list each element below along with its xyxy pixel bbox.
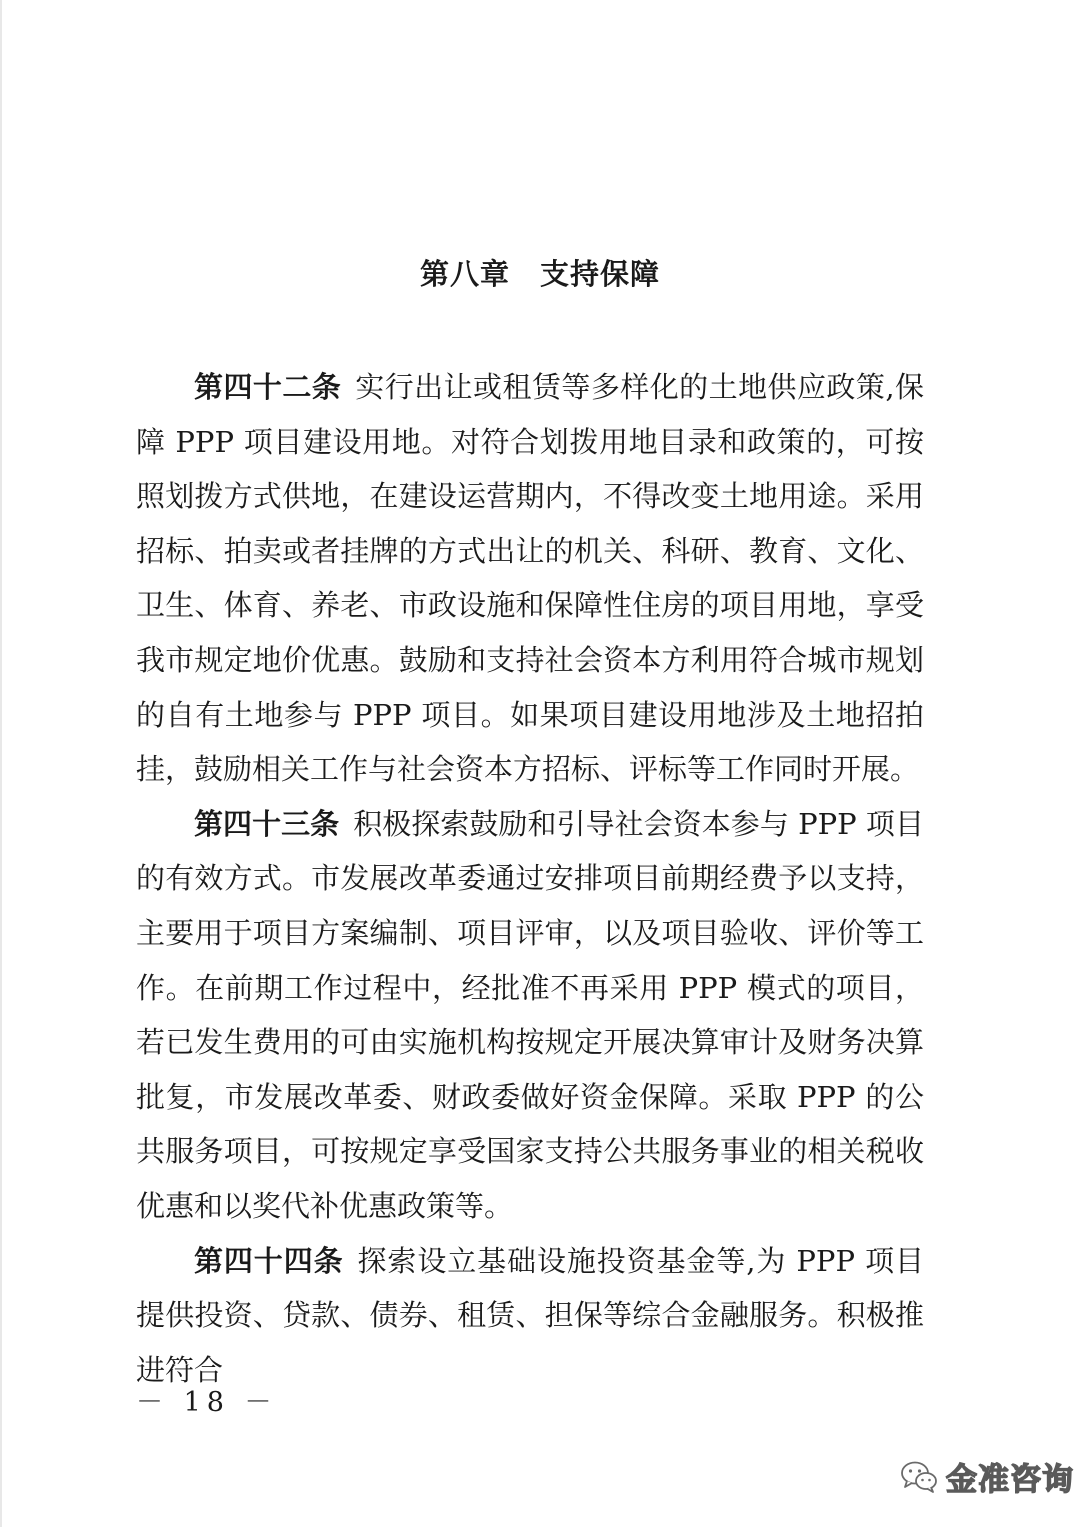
article-43: [136, 797, 924, 1234]
article-text: 实行出让或租赁等多样化的土地供应政策,保障 PPP 项目建设用地。对符合划拨用地目录和政策的，可按照划拨方式供地，在建设运营期内，不得改变土地用途。采用招标、拍卖或者挂牌的方式出让的机关、科研、教育、文化、卫生、体育、养老、市政设施和保障性住房的项目用地，享受我市规定地价优惠。鼓励和支持社会资本方利用符合城市规划的自有土地参与 PPP 项目。如果项目建设用地涉及土地招拍挂，鼓励相关工作与社会资本方招标、评标等工作同时开展。: [136, 370, 924, 787]
wechat-icon: [900, 1460, 938, 1494]
article-number: 第四十二条: [194, 370, 342, 404]
article-text: 探索设立基础设施投资基金等,为 PPP 项目提供投资、贷款、债券、租赁、担保等综合金融服务。积极推进符合: [136, 1243, 924, 1387]
document-body: [136, 360, 924, 1397]
chapter-title: 第八章 支持保障: [419, 257, 660, 291]
article-44: [136, 1234, 924, 1398]
article-42: [136, 360, 924, 797]
watermark: [900, 1454, 1074, 1499]
article-number: 第四十三条: [194, 806, 340, 841]
watermark-text: 金准咨询: [946, 1462, 1074, 1498]
page-number: － 18 －: [136, 1387, 278, 1418]
article-text: 积极探索鼓励和引导社会资本参与 PPP 项目的有效方式。市发展改革委通过安排项目前期经费予以支持，主要用于项目方案编制、项目评审，以及项目验收、评价等工作。在前期工作过程中，经批准不再采用 PPP 模式的项目，若已发生费用的可由实施机构按规定开展决算审计及财务决算批复，市发展改革委、财政委做好资金保障。采取 PPP 的公共服务项目，可按规定享受国家支持公共服务事业的相关税收优惠和以奖代补优惠政策等。: [136, 806, 924, 1223]
article-number: 第四十四条: [194, 1243, 344, 1278]
